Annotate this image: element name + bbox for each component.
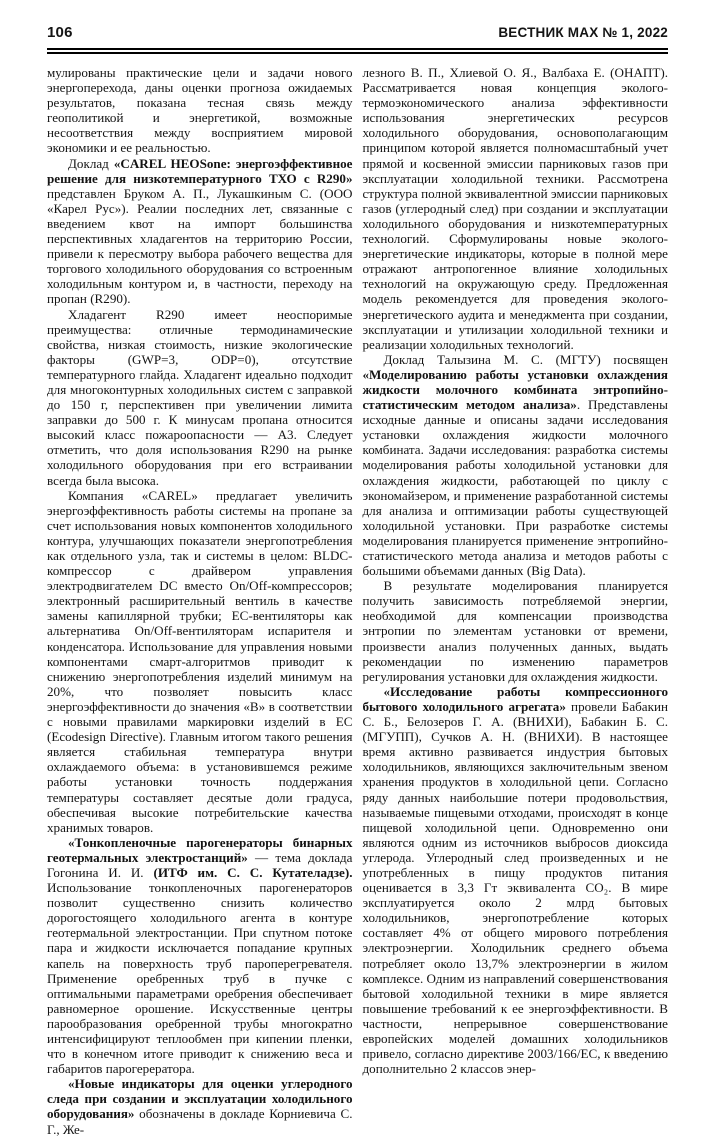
content-columns (47, 65, 668, 1137)
body-text: Компания «CAREL» предлагает увеличить энергоэффективность работы системы на пропане за счет использования новых компонентов холодильного контура, улучшающих показатели энергопотребления как отдельного узла, так и системы в целом: BLDC-компрессор с драйвером управления электродвигателем DC вместо On/Off-компрессоров; электронный расширительный вентиль в качестве замены капиллярной трубки; EC-вентиляторы как альтернатива On/Off-вентиляторам испарителя и конденсатора. Использование для управления новыми компонентами смарт-алгоритмов приводит к снижению энергопотребления изделий минимум на 20%, что позволяет повысить класс энергоэффективности до значения «В» в соответствии с новыми правилами маркировки изделий в ЕС (Ecodesign Directive). Главным итогом такого решения является стабильная температура внутри охлаждаемого объема: в установившемся режиме работы установки точность поддержания температуры составляет десятые доли градуса, обеспечивая высокие потребительские качества хранимых товаров. (47, 487, 353, 835)
paragraph (363, 65, 669, 352)
body-text: мулированы практические цели и задачи нового энергоперехода, даны оценки прогноза ожидаемых результатов, показана тесная связь между геополитикой и энергетикой, возможные несоответствия между восприятием мировой экономики и ее реальностью. (47, 65, 353, 156)
paragraph (47, 835, 353, 1077)
paragraph (363, 578, 669, 684)
body-text: — тема доклада Гогонина И. И. (47, 849, 353, 880)
paragraph (363, 352, 669, 578)
paragraph (363, 684, 669, 1076)
page-number: 106 (47, 24, 73, 41)
journal-title: ВЕСТНИК МАХ № 1, 2022 (498, 25, 668, 40)
paragraph (47, 1076, 353, 1136)
report-title-text: «Исследование работы компрессионного бытового холодильного агрегата» (362, 683, 668, 714)
body-text: В результате моделирования планируется получить зависимость потребляемой энергии, необходимой для компенсации производства энтропии по элементам установки от времени, произвести анализ полученных данных, выдать рекомендации по изменению параметров регулирования установки для охлаждения жидкости. (362, 578, 668, 684)
body-text: провели Бабакин С. Б., Белозеров Г. А. (ВНИХИ), Бабакин Б. С. (МГУПП), Сучков А. Н. (ВНИХИ). В настоящее время активно развивается индустрия бытовых холодильников, являющихся заключительным звеном хранения продуктов в холодильной цепи. Согласно ряду данных наибольшие потери продовольствия, называемые пищевыми отходами, происходят в конце пищевой холодильной цепи. Одновременно они являются одним из источников выбросов диоксида углерода. Углеродный след произведенных и не употребленных в пищу продуктов питания оценивается в 3,3 Гт эквивалента CO₂. В мире эксплуатируется около 2 млрд бытовых холодильников, энергопотребление которых составляет 4% от общего мирового потребления электроэнергии. Холодильник среднего объема потребляет около 13,7% электроэнергии в жилом комплексе. Одним из направлений совершенствования бытовой холодильной техники в мире является повышение требований к ее энергоэффективности. В частности, непрерывное совершенствование европейских моделей домашних холодильников привело, согласно директиве 2003/166/ЕС, к введению дополнительно 2 классов энер- (362, 698, 668, 1077)
column-right (363, 65, 669, 1137)
header-rule (47, 48, 668, 54)
page-header (47, 24, 668, 41)
paragraph (47, 488, 353, 835)
report-title-text: «CAREL HEOSone: энергоэффективное решение для низкотемпературного ТХО с R290» (47, 155, 353, 186)
body-text: обозначены в докладе Корниевича С. Г., Же- (47, 1106, 353, 1137)
report-title-text: «Новые индикаторы для оценки углеродного следа при создании и эксплуатации холодильного оборудования» (47, 1076, 353, 1122)
paragraph (47, 156, 353, 307)
paragraph (47, 65, 353, 156)
body-text: . Представлены исходные данные и описаны задачи исследования установки охлаждения жидкости молочного комбината. Задачи исследования: разработка системы моделирования работы холодильной установки для охлаждения жидкости, работающей по циклу с экономайзером, и применение разработанной системы для анализа и оптимизации работы существующей холодильной установки. При разработке системы моделирования планируется применение энтропийно-статистического метода анализа и методов работы с большими объемами данных (Big Data). (362, 397, 668, 579)
body-text: Использование тонкопленочных парогенераторов позволит существенно снизить количество дорогостоящего холодильного агента в контуре геотермальной электростанции. При спутном потоке пара и жидкости исключается попадание крупных капель на поверхность труб пароперегревателя. Применение оребренных труб в пучке с оптимальными параметрами оребрения обеспечивает равномерное орошение. Искусственные центры парообразования оребренной трубы многократно интенсифицируют теплообмен при кипении пленки, что в конечном итоге приводит к снижению веса и габаритов парогерератора. (47, 880, 353, 1077)
paragraph (47, 307, 353, 488)
body-text: лезного В. П., Хлиевой О. Я., Валбаха Е. (ОНАПТ). Рассматривается новая концепция эколого-термоэкономического анализа эффективности использования энергетических ресурсов холодильного оборудования, основополагающим принципом которой является полномасштабный учет прямой и косвенной эмиссии парниковых газов при эксплуатации холодильной техники. Рассмотрена структура полной эквивалентной эмиссии парниковых газов (углеродный след) при создании и эксплуатации холодильного оборудования и низкотемпературных технологий. Сформулированы новые эколого-энергетические индикаторы, которые в полной мере отражают антропогенное влияние холодильных технологий на окружающую среду. Предложенная модель рекомендуется для проведения эколого-энергетического аудита и менеджмента при создании, эксплуатации и утилизации холодильной техники и реализации холодильных технологий. (362, 65, 668, 352)
body-text: представлен Бруком А. П., Лукашкиным С. (ООО «Карел Рус»). Реалии последних лет, связанные с введением квот на импорт большинства перспективных хладагентов на территорию России, привели к пересмотру выбора рабочего вещества для торгового холодильного оборудования со встроенным холодильным контуром и, в частности, переходу на пропан (R290). (47, 185, 353, 307)
report-title-text: «Моделированию работы установки охлаждения жидкости молочного комбината энтропийно-статистическим методом анализа» (362, 366, 668, 413)
body-text: Доклад (68, 155, 114, 171)
body-text: Доклад Талызина М. С. (МГТУ) посвящен (383, 351, 668, 367)
report-title-text: (ИТФ им. С. С. Кутателадзе). (153, 864, 353, 880)
report-title-text: «Тонкопленочные парогенераторы бинарных геотермальных электростанций» (47, 834, 353, 865)
column-left (47, 65, 353, 1137)
body-text: Хладагент R290 имеет неоспоримые преимущества: отличные термодинамические свойства, низкая стоимость, низкие экологические факторы (GWP=3, ODP=0), отсутствие температурного глайда. Хладагент идеально подходит для многоконтурных холодильных систем с заправкой до 150 г, перспективен при увеличении лимита заправки до 500 г. К минусам пропана относится высокий класс пожароопасности — А3. Следует отметить, что доля использования R290 на рынке холодильного оборудования при его встраивании всегда была высока. (47, 306, 353, 488)
